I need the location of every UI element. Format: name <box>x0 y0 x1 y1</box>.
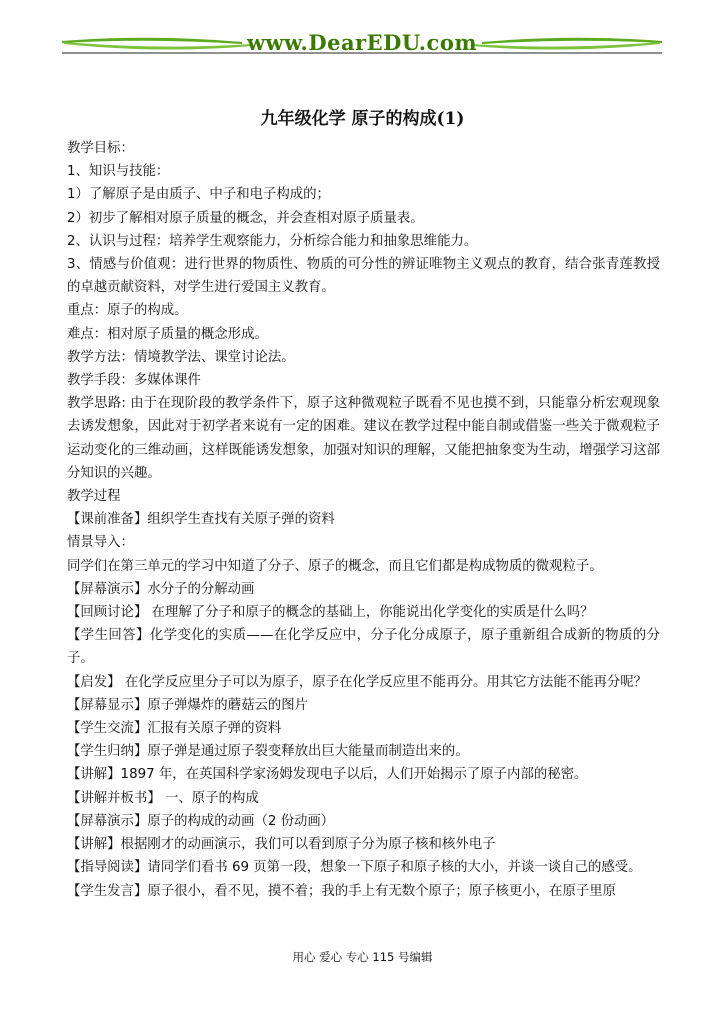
text-line: 2）初步了解相对原子质量的概念，并会查相对原子质量表。 <box>67 210 424 226</box>
page-title: 九年级化学 原子的构成(1) <box>260 109 465 129</box>
text-line: 【课前准备】组织学生查找有关原子弹的资料 <box>67 512 335 528</box>
text-line: 【屏幕演示】原子的构成的动画（2 份动画） <box>67 813 335 829</box>
text-line: 难点：相对原子质量的概念形成。 <box>67 326 268 342</box>
text-paragraph: 同学们在第三单元的学习中知道了分子、原子的概念，而且它们都是构成物质的微观粒子。 <box>67 558 603 574</box>
text-line: 情景导入： <box>67 535 134 551</box>
text-line: 重点：原子的构成。 <box>67 303 188 319</box>
text-line: 【学生交流】汇报有关原子弹的资料 <box>67 721 282 737</box>
text-line: 教学过程 <box>67 489 121 505</box>
site-logo-text[interactable]: www.DearEDU.com <box>246 30 478 55</box>
page-footer: 用心 爱心 专心 115 号编辑 <box>292 950 433 964</box>
text-paragraph: 【启发】 在化学反应里分子可以为原子，原子在化学反应里不能再分。用其它方法能不能再分呢？ <box>67 674 648 690</box>
text-line: 【讲解并板书】 一、原子的构成 <box>67 790 259 806</box>
text-line: 2、认识与过程：培养学生观察能力，分析综合能力和抽象思维能力。 <box>67 233 478 249</box>
text-line: 【屏幕显示】原子弹爆炸的蘑菇云的图片 <box>67 697 309 713</box>
text-line: 教学目标： <box>67 141 134 156</box>
text-line: 【学生发言】原子很小，看不见，摸不着；我的手上有无数个原子；原子核更小，在原子里原 <box>67 883 617 899</box>
text-line: 1、知识与技能： <box>67 164 170 180</box>
document-body <box>67 137 660 903</box>
text-paragraph: 3、情感与价值观：进行世界的物质性、物质的可分性的辨证唯物主义观点的教育，结合张青莲教授的卓越贡献资料，对学生进行爱国主义教育。 <box>67 257 660 296</box>
text-paragraph: 教学思路: 由于在现阶段的教学条件下，原子这种微观粒子既看不见也摸不到，只能靠分析宏观现象去诱发想象，因此对于初学者来说有一定的困难。建议在教学过程中能自制或借鉴一些关于微观粒子运动变化的三维动画，这样既能诱发想象，加强对知识的理解，又能把抽象变为生动，增强学习这部分知识的兴趣。 <box>67 396 660 481</box>
text-line: 1）了解原子是由质子、中子和电子构成的； <box>67 187 330 203</box>
text-line: 教学方法：情境教学法、课堂讨论法。 <box>67 349 295 365</box>
text-paragraph: 【指导阅读】请同学们看书 69 页第一段，想象一下原子和原子核的大小，并谈一谈自己的感受。 <box>67 860 642 876</box>
text-line: 【讲解】1897 年，在英国科学家汤姆发现电子以后，人们开始揭示了原子内部的秘密。 <box>67 767 588 783</box>
text-line: 【屏幕演示】水分子的分解动画 <box>67 581 255 597</box>
text-paragraph: 【学生回答】化学变化的实质——在化学反应中，分子化分成原子，原子重新组合成新的物质的分子。 <box>67 628 660 667</box>
text-paragraph: 【回顾讨论】 在理解了分子和原子的概念的基础上，你能说出化学变化的实质是什么吗？ <box>67 605 594 621</box>
text-line: 教学手段：多媒体课件 <box>67 373 201 389</box>
site-header <box>62 24 662 64</box>
text-line: 【讲解】根据刚才的动画演示，我们可以看到原子分为原子核和核外电子 <box>67 837 496 853</box>
text-line: 【学生归纳】原子弹是通过原子裂变释放出巨大能量而制造出来的。 <box>67 744 469 760</box>
